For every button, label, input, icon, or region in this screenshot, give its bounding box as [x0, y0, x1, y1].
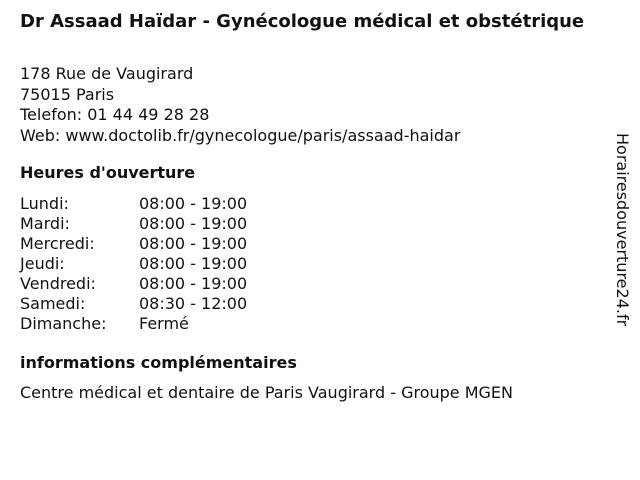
time-range: 08:00 - 19:00 [139, 274, 248, 293]
day-label: Lundi: [20, 194, 69, 213]
hours-row-monday [20, 194, 280, 214]
time-range: 08:00 - 19:00 [139, 214, 248, 233]
opening-hours-table [20, 194, 280, 334]
hours-row-tuesday [20, 214, 280, 234]
day-label: Samedi: [20, 294, 86, 313]
hours-row-thursday [20, 254, 280, 274]
day-label: Dimanche: [20, 314, 107, 333]
hours-row-wednesday [20, 234, 280, 254]
time-range: 08:00 - 19:00 [139, 234, 248, 253]
additional-info-heading: informations complémentaires [20, 353, 297, 372]
day-label: Vendredi: [20, 274, 96, 293]
additional-info-text: Centre médical et dentaire de Paris Vaugirard - Groupe MGEN [20, 383, 513, 402]
hours-row-saturday [20, 294, 280, 314]
phone-number: Telefon: 01 44 49 28 28 [20, 105, 210, 124]
contact-info [20, 64, 460, 146]
hours-row-friday [20, 274, 280, 294]
website-text: Web: www.doctolib.fr/gynecologue/paris/assaad-haidar [20, 125, 461, 145]
side-watermark: Horairesdouverture24.fr [613, 133, 632, 327]
time-range: 08:00 - 19:00 [139, 194, 248, 213]
time-range: 08:00 - 19:00 [139, 254, 248, 273]
address-city: 75015 Paris [20, 84, 115, 104]
time-range: Fermé [139, 314, 189, 333]
day-label: Mardi: [20, 214, 70, 233]
day-label: Jeudi: [20, 254, 65, 273]
time-range: 08:30 - 12:00 [139, 294, 248, 313]
hours-row-sunday [20, 314, 280, 334]
page-title: Dr Assaad Haïdar - Gynécologue médical et obstétrique [20, 11, 585, 32]
opening-hours-heading: Heures d'ouverture [20, 163, 196, 182]
day-label: Mercredi: [20, 234, 95, 253]
address-street: 178 Rue de Vaugirard [20, 64, 194, 83]
